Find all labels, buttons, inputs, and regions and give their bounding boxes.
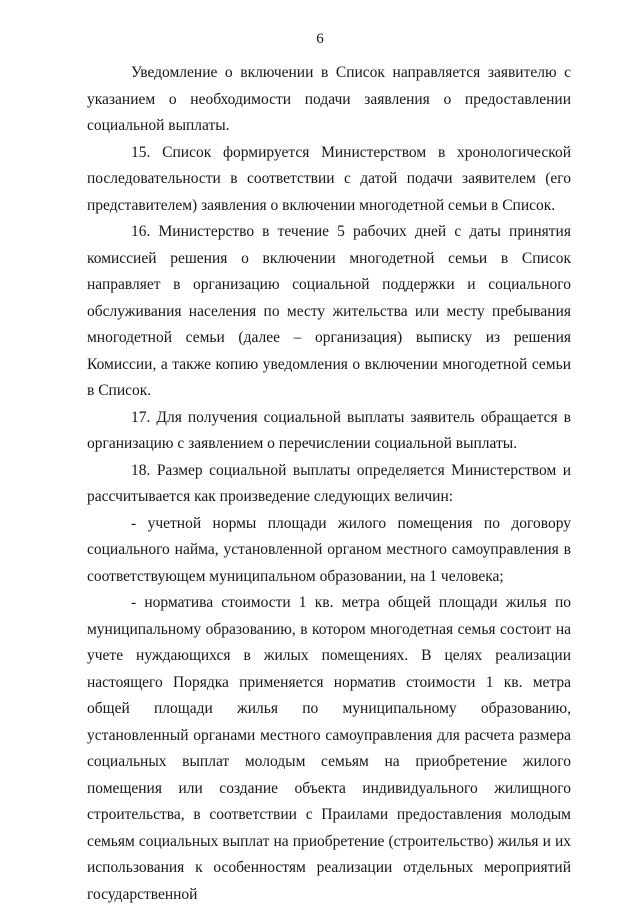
list-item-cost-standard: - норматива стоимости 1 кв. метра общей площади жилья по муниципальному образованию, в котором многодетная семья состоит на учете нуждающихся в жилых помещениях. В целях реализации настоящего Порядка применяется норматив стоимости 1 кв. метра общей площади жилья по муниципальному образованию, установленный органами местного самоуправления для расчета размера социальных выплат молодым семьям на приобретение жилого помещения или создание объекта индивидуального жилищного строительства, в соответствии с Праилами предоставления молодым семьям социальных выплат на приобретение (строительство) жилья и их использования к особенностям реализации отдельных мероприятий государственной xyxy=(87,594,571,903)
list-item-housing-norm: - учетной нормы площади жилого помещения по договору социального найма, установленной органом местного самоуправления в соответствующем муниципальном образовании, на 1 человека; xyxy=(87,514,571,585)
paragraph-18: 18. Размер социальной выплаты определяется Министерством и рассчитывается как произведение следующих величин: xyxy=(87,461,571,505)
document-body xyxy=(87,60,571,908)
paragraph-15: 15. Список формируется Министерством в хронологической последовательности в соответствии с датой подачи заявителем (его представителем) заявления о включении многодетной семьи в Список. xyxy=(87,143,571,214)
paragraph-17: 17. Для получения социальной выплаты заявитель обращается в организацию с заявлением о перечислении социальной выплаты. xyxy=(87,408,571,452)
paragraph-notification: Уведомление о включении в Список направляется заявителю с указанием о необходимости подачи заявления о предоставлении социальной выплаты. xyxy=(87,64,571,134)
page-number: 6 xyxy=(316,31,324,47)
paragraph-16: 16. Министерство в течение 5 рабочих дней с даты принятия комиссией решения о включении многодетной семьи в Список направляет в организацию социальной поддержки и социального обслуживания населения по месту жительства или месту пребывания многодетной семьи (далее – организация) выписку из решения Комиссии, а также копию уведомления о включении многодетной семьи в Список. xyxy=(87,223,571,399)
